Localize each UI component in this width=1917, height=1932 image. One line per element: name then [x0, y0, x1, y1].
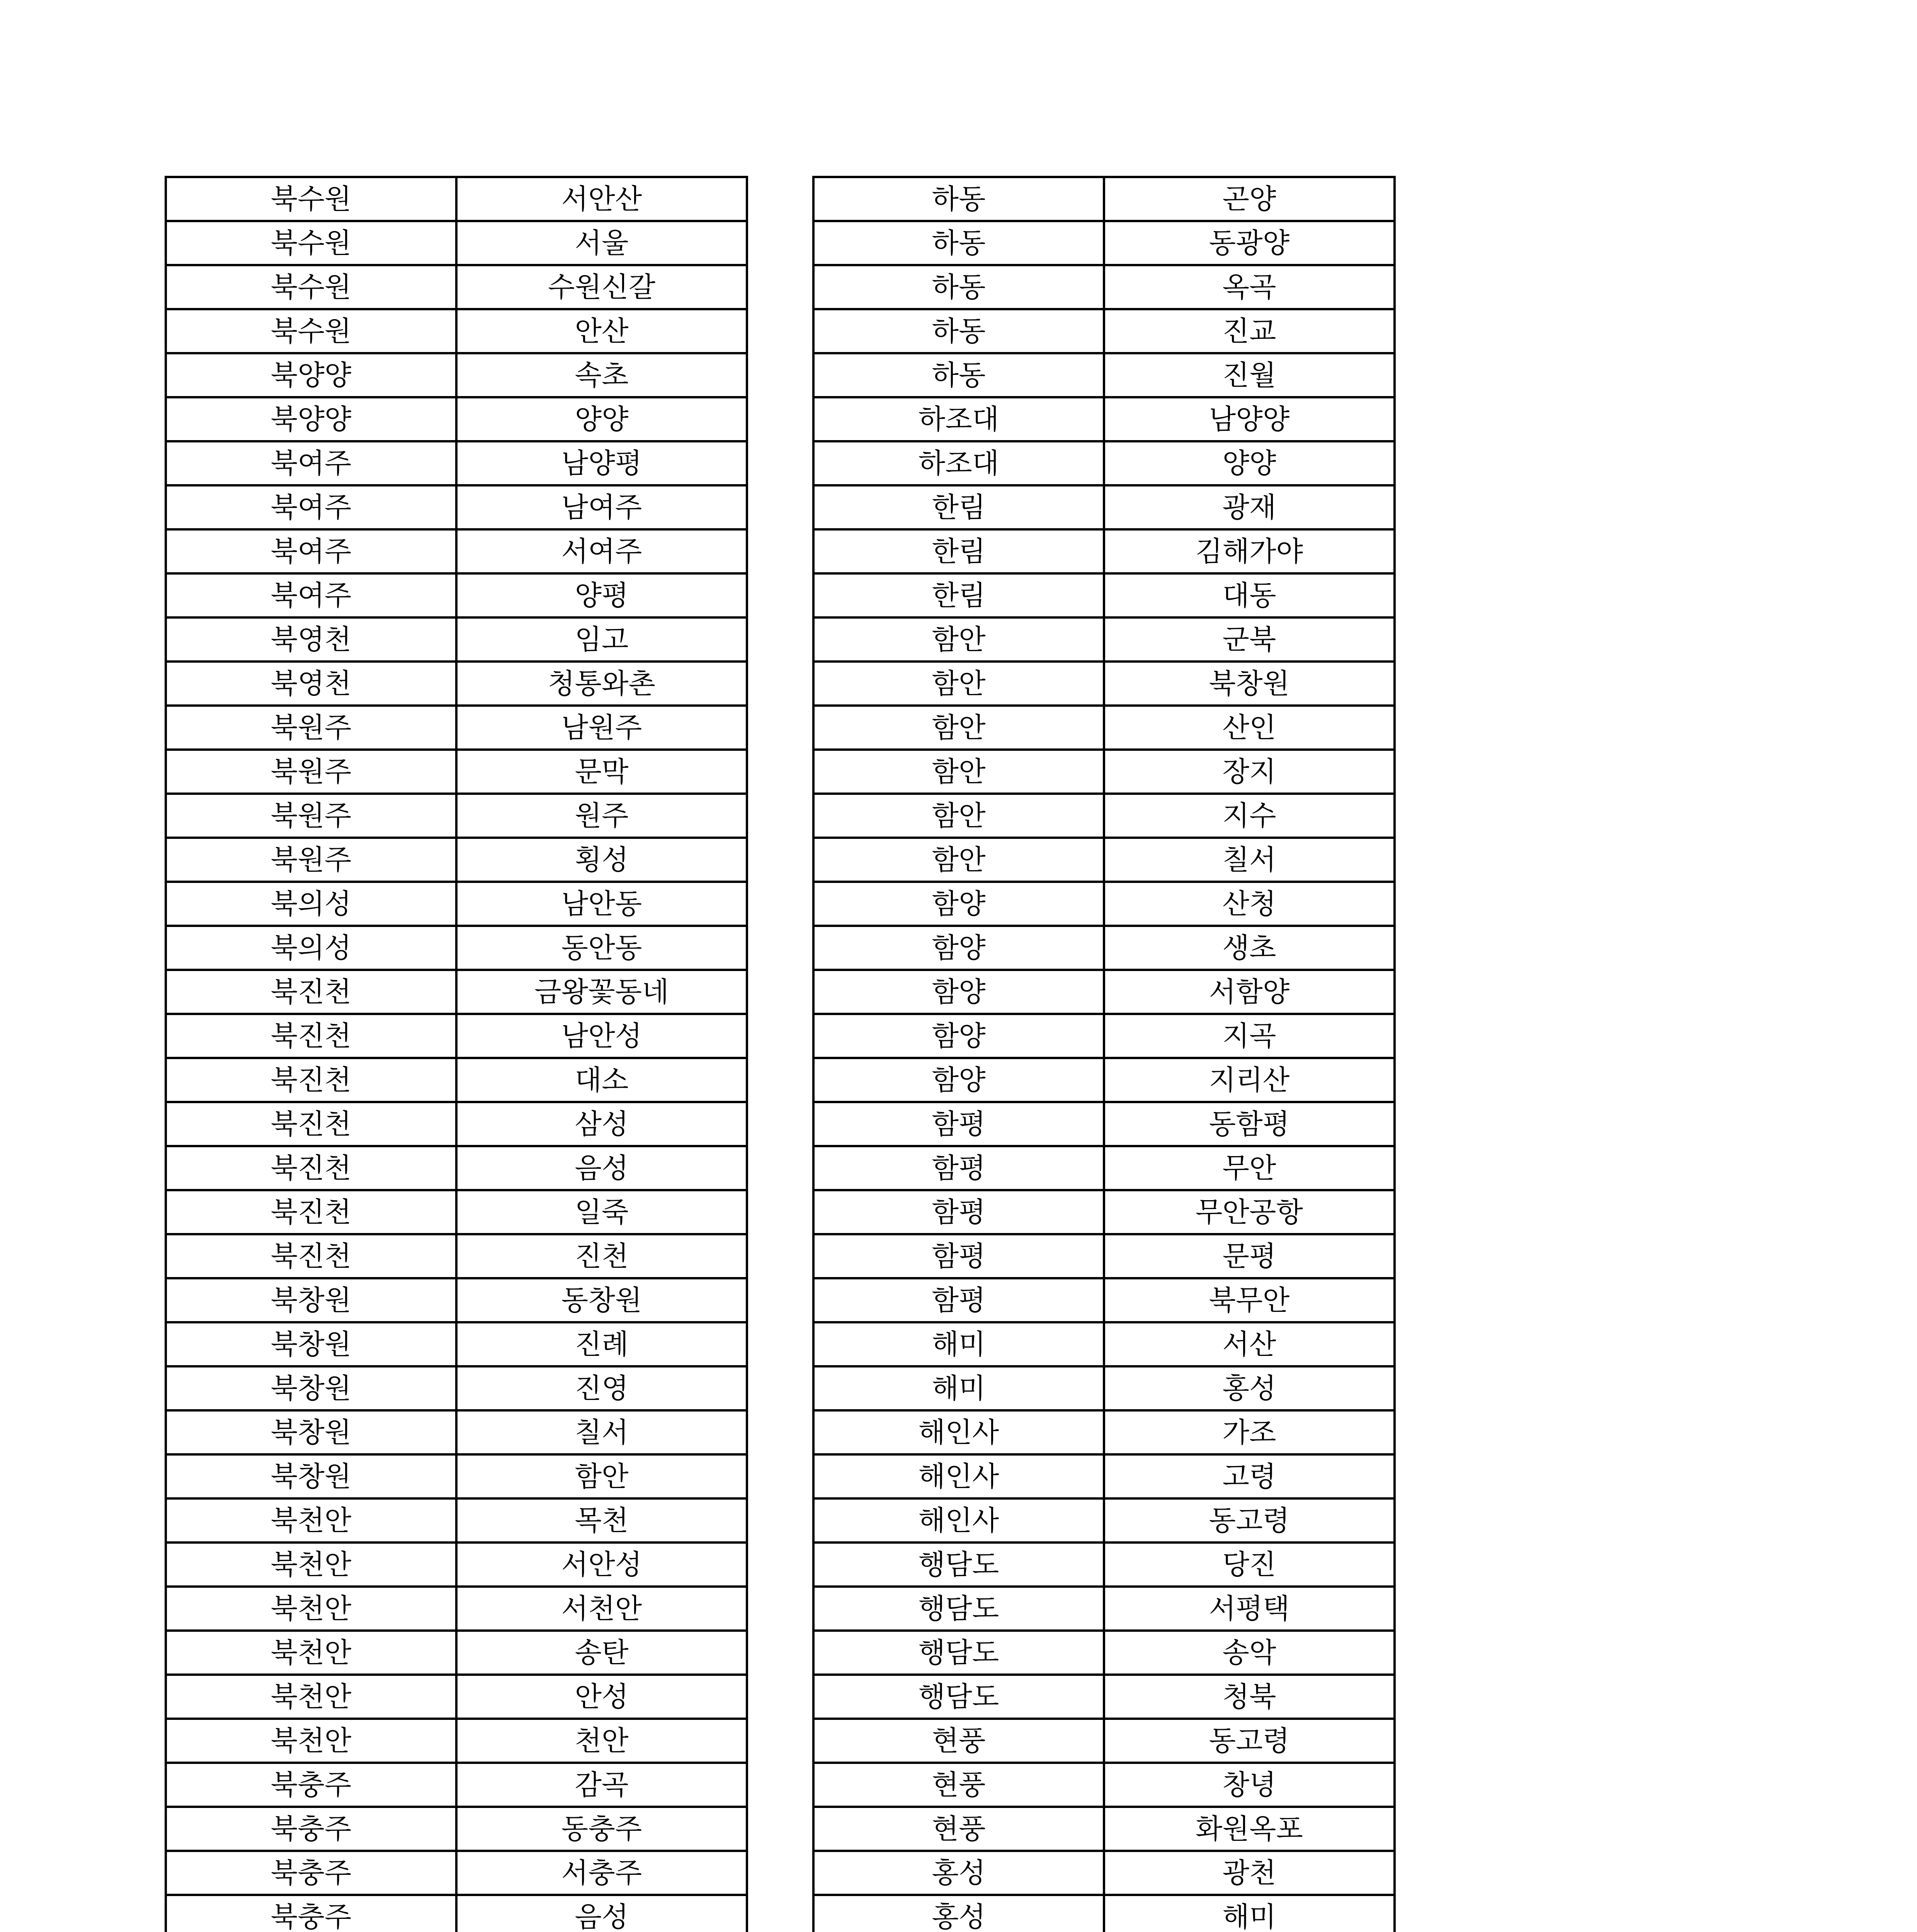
- table-row: [813, 309, 1395, 353]
- destination-cell: 산청: [1104, 882, 1395, 926]
- origin-cell: 북천안: [166, 1631, 456, 1675]
- origin-cell: 하동: [813, 353, 1104, 397]
- origin-cell: 행담도: [813, 1543, 1104, 1587]
- table-row: [166, 221, 747, 265]
- table-row: [813, 1851, 1395, 1895]
- origin-cell: 현풍: [813, 1763, 1104, 1807]
- origin-cell: 홍성: [813, 1851, 1104, 1895]
- origin-cell: 하동: [813, 309, 1104, 353]
- table-row: [166, 617, 747, 662]
- origin-cell: 북영천: [166, 617, 456, 662]
- destination-cell: 서산: [1104, 1322, 1395, 1366]
- table-row: [166, 1146, 747, 1190]
- destination-cell: 진교: [1104, 309, 1395, 353]
- table-row: [813, 1058, 1395, 1102]
- origin-cell: 북여주: [166, 529, 456, 573]
- destination-cell: 지곡: [1104, 1014, 1395, 1058]
- table-row: [813, 1102, 1395, 1146]
- origin-cell: 북창원: [166, 1278, 456, 1322]
- table-row: [813, 1014, 1395, 1058]
- table-row: [166, 397, 747, 441]
- destination-cell: 양양: [1104, 441, 1395, 485]
- destination-cell: 수원신갈: [456, 265, 747, 309]
- origin-cell: 북천안: [166, 1543, 456, 1587]
- destination-cell: 안성: [456, 1675, 747, 1719]
- origin-cell: 하동: [813, 265, 1104, 309]
- table-row: [166, 1763, 747, 1807]
- table-row: [166, 926, 747, 970]
- destination-cell: 김해가야: [1104, 529, 1395, 573]
- destination-cell: 창녕: [1104, 1763, 1395, 1807]
- destination-cell: 칠서: [456, 1410, 747, 1454]
- table-row: [166, 706, 747, 750]
- destination-cell: 광천: [1104, 1851, 1395, 1895]
- origin-cell: 북수원: [166, 309, 456, 353]
- origin-cell: 함안: [813, 794, 1104, 838]
- origin-cell: 함평: [813, 1190, 1104, 1234]
- destination-cell: 무안: [1104, 1146, 1395, 1190]
- destination-cell: 횡성: [456, 838, 747, 882]
- origin-cell: 하조대: [813, 397, 1104, 441]
- destination-cell: 양평: [456, 573, 747, 617]
- destination-cell: 산인: [1104, 706, 1395, 750]
- destination-cell: 남안성: [456, 1014, 747, 1058]
- table-row: [813, 1190, 1395, 1234]
- table-row: [813, 970, 1395, 1014]
- table-row: [813, 1410, 1395, 1454]
- origin-cell: 북천안: [166, 1498, 456, 1543]
- origin-cell: 한림: [813, 573, 1104, 617]
- table-row: [813, 529, 1395, 573]
- destination-cell: 남여주: [456, 485, 747, 529]
- table-row: [813, 706, 1395, 750]
- table-row: [813, 1895, 1395, 1932]
- table-row: [166, 1278, 747, 1322]
- table-row: [166, 1587, 747, 1631]
- destination-cell: 서울: [456, 221, 747, 265]
- table-row: [813, 1234, 1395, 1278]
- origin-cell: 해인사: [813, 1410, 1104, 1454]
- table-row: [166, 1234, 747, 1278]
- origin-cell: 북원주: [166, 706, 456, 750]
- table-row: [166, 265, 747, 309]
- table-row: [813, 1498, 1395, 1543]
- origin-cell: 북여주: [166, 485, 456, 529]
- origin-cell: 북충주: [166, 1895, 456, 1932]
- destination-cell: 서평택: [1104, 1587, 1395, 1631]
- destination-cell: 금왕꽃동네: [456, 970, 747, 1014]
- origin-cell: 북충주: [166, 1763, 456, 1807]
- destination-cell: 삼성: [456, 1102, 747, 1146]
- destination-cell: 청북: [1104, 1675, 1395, 1719]
- origin-cell: 홍성: [813, 1895, 1104, 1932]
- origin-cell: 북양양: [166, 397, 456, 441]
- origin-cell: 현풍: [813, 1719, 1104, 1763]
- origin-cell: 현풍: [813, 1807, 1104, 1851]
- origin-cell: 행담도: [813, 1587, 1104, 1631]
- destination-cell: 생초: [1104, 926, 1395, 970]
- origin-cell: 함양: [813, 882, 1104, 926]
- table-row: [813, 1631, 1395, 1675]
- table-row: [813, 1366, 1395, 1410]
- destination-cell: 동창원: [456, 1278, 747, 1322]
- table-row: [166, 1895, 747, 1932]
- table-row: [166, 573, 747, 617]
- destination-cell: 서천안: [456, 1587, 747, 1631]
- origin-cell: 북원주: [166, 838, 456, 882]
- destination-cell: 서충주: [456, 1851, 747, 1895]
- destination-cell: 동충주: [456, 1807, 747, 1851]
- destination-cell: 무안공항: [1104, 1190, 1395, 1234]
- origin-cell: 함평: [813, 1278, 1104, 1322]
- table-row: [166, 1322, 747, 1366]
- origin-cell: 북수원: [166, 221, 456, 265]
- table-row: [166, 1102, 747, 1146]
- destination-cell: 동고령: [1104, 1719, 1395, 1763]
- table-row: [166, 177, 747, 221]
- origin-cell: 북천안: [166, 1719, 456, 1763]
- table-row: [166, 662, 747, 706]
- origin-cell: 북충주: [166, 1807, 456, 1851]
- destination-cell: 가조: [1104, 1410, 1395, 1454]
- table-row: [166, 750, 747, 794]
- destination-cell: 안산: [456, 309, 747, 353]
- destination-cell: 진영: [456, 1366, 747, 1410]
- destination-cell: 서안성: [456, 1543, 747, 1587]
- origin-cell: 함양: [813, 970, 1104, 1014]
- table-row: [813, 1454, 1395, 1498]
- destination-cell: 동안동: [456, 926, 747, 970]
- origin-cell: 해인사: [813, 1498, 1104, 1543]
- table-row: [813, 750, 1395, 794]
- origin-cell: 함안: [813, 706, 1104, 750]
- origin-cell: 하동: [813, 221, 1104, 265]
- destination-cell: 송탄: [456, 1631, 747, 1675]
- origin-cell: 하동: [813, 177, 1104, 221]
- table-row: [166, 485, 747, 529]
- destination-cell: 장지: [1104, 750, 1395, 794]
- origin-cell: 해미: [813, 1322, 1104, 1366]
- table-row: [166, 1543, 747, 1587]
- origin-cell: 북진천: [166, 1014, 456, 1058]
- origin-cell: 북원주: [166, 750, 456, 794]
- table-row: [813, 1719, 1395, 1763]
- origin-cell: 함평: [813, 1102, 1104, 1146]
- origin-cell: 함안: [813, 662, 1104, 706]
- origin-cell: 함평: [813, 1234, 1104, 1278]
- table-row: [166, 309, 747, 353]
- origin-cell: 북의성: [166, 882, 456, 926]
- destination-cell: 진례: [456, 1322, 747, 1366]
- table-row: [166, 1454, 747, 1498]
- table-row: [813, 882, 1395, 926]
- left-table-body: [166, 177, 747, 1932]
- table-row: [813, 662, 1395, 706]
- origin-cell: 행담도: [813, 1631, 1104, 1675]
- origin-cell: 북진천: [166, 1190, 456, 1234]
- table-row: [166, 1631, 747, 1675]
- destination-cell: 청통와촌: [456, 662, 747, 706]
- origin-cell: 북창원: [166, 1322, 456, 1366]
- origin-cell: 북천안: [166, 1587, 456, 1631]
- table-row: [166, 1058, 747, 1102]
- origin-cell: 함양: [813, 1058, 1104, 1102]
- origin-cell: 북진천: [166, 1102, 456, 1146]
- table-row: [813, 1146, 1395, 1190]
- destination-cell: 남양양: [1104, 397, 1395, 441]
- destination-cell: 진월: [1104, 353, 1395, 397]
- origin-cell: 북수원: [166, 265, 456, 309]
- destination-cell: 지수: [1104, 794, 1395, 838]
- table-row: [166, 1719, 747, 1763]
- destination-cell: 지리산: [1104, 1058, 1395, 1102]
- table-row: [166, 882, 747, 926]
- origin-cell: 북창원: [166, 1366, 456, 1410]
- table-row: [813, 617, 1395, 662]
- table-row: [166, 353, 747, 397]
- origin-cell: 북진천: [166, 1234, 456, 1278]
- destination-cell: 서안산: [456, 177, 747, 221]
- table-row: [813, 221, 1395, 265]
- destination-cell: 군북: [1104, 617, 1395, 662]
- origin-cell: 함안: [813, 750, 1104, 794]
- table-row: [813, 177, 1395, 221]
- origin-cell: 함양: [813, 926, 1104, 970]
- right-table-body: [813, 177, 1395, 1932]
- table-row: [813, 397, 1395, 441]
- table-row: [166, 1675, 747, 1719]
- origin-cell: 북진천: [166, 1146, 456, 1190]
- destination-cell: 화원옥포: [1104, 1807, 1395, 1851]
- destination-cell: 원주: [456, 794, 747, 838]
- table-row: [166, 1807, 747, 1851]
- table-row: [166, 1190, 747, 1234]
- destination-cell: 일죽: [456, 1190, 747, 1234]
- table-row: [813, 1543, 1395, 1587]
- destination-cell: 북무안: [1104, 1278, 1395, 1322]
- destination-cell: 남양평: [456, 441, 747, 485]
- table-row: [813, 794, 1395, 838]
- origin-cell: 북천안: [166, 1675, 456, 1719]
- destination-cell: 북창원: [1104, 662, 1395, 706]
- destination-cell: 고령: [1104, 1454, 1395, 1498]
- table-row: [813, 926, 1395, 970]
- destination-cell: 칠서: [1104, 838, 1395, 882]
- destination-cell: 감곡: [456, 1763, 747, 1807]
- destination-cell: 음성: [456, 1146, 747, 1190]
- table-row: [166, 794, 747, 838]
- origin-cell: 해인사: [813, 1454, 1104, 1498]
- left-table: [165, 176, 748, 1932]
- origin-cell: 북영천: [166, 662, 456, 706]
- origin-cell: 함평: [813, 1146, 1104, 1190]
- table-row: [166, 1014, 747, 1058]
- table-row: [813, 1675, 1395, 1719]
- origin-cell: 한림: [813, 529, 1104, 573]
- table-row: [166, 441, 747, 485]
- destination-cell: 대소: [456, 1058, 747, 1102]
- origin-cell: 함안: [813, 617, 1104, 662]
- origin-cell: 북창원: [166, 1410, 456, 1454]
- destination-cell: 남안동: [456, 882, 747, 926]
- destination-cell: 임고: [456, 617, 747, 662]
- origin-cell: 북충주: [166, 1851, 456, 1895]
- destination-cell: 동함평: [1104, 1102, 1395, 1146]
- origin-cell: 북의성: [166, 926, 456, 970]
- destination-cell: 당진: [1104, 1543, 1395, 1587]
- origin-cell: 북창원: [166, 1454, 456, 1498]
- table-row: [813, 1587, 1395, 1631]
- origin-cell: 하조대: [813, 441, 1104, 485]
- origin-cell: 북여주: [166, 573, 456, 617]
- table-row: [166, 838, 747, 882]
- destination-cell: 서함양: [1104, 970, 1395, 1014]
- origin-cell: 북수원: [166, 177, 456, 221]
- origin-cell: 북진천: [166, 1058, 456, 1102]
- table-row: [166, 529, 747, 573]
- destination-cell: 진천: [456, 1234, 747, 1278]
- table-row: [813, 353, 1395, 397]
- table-row: [813, 1322, 1395, 1366]
- origin-cell: 행담도: [813, 1675, 1104, 1719]
- right-table: [812, 176, 1396, 1932]
- destination-cell: 속초: [456, 353, 747, 397]
- destination-cell: 동광양: [1104, 221, 1395, 265]
- destination-cell: 문평: [1104, 1234, 1395, 1278]
- destination-cell: 옥곡: [1104, 265, 1395, 309]
- table-row: [813, 485, 1395, 529]
- table-row: [813, 573, 1395, 617]
- origin-cell: 함양: [813, 1014, 1104, 1058]
- table-row: [166, 1410, 747, 1454]
- table-row: [813, 1763, 1395, 1807]
- table-row: [813, 265, 1395, 309]
- destination-cell: 해미: [1104, 1895, 1395, 1932]
- destination-cell: 동고령: [1104, 1498, 1395, 1543]
- table-row: [166, 1366, 747, 1410]
- table-row: [166, 1498, 747, 1543]
- origin-cell: 함안: [813, 838, 1104, 882]
- destination-cell: 함안: [456, 1454, 747, 1498]
- origin-cell: 북양양: [166, 353, 456, 397]
- origin-cell: 해미: [813, 1366, 1104, 1410]
- origin-cell: 북여주: [166, 441, 456, 485]
- origin-cell: 북진천: [166, 970, 456, 1014]
- table-row: [813, 838, 1395, 882]
- destination-cell: 양양: [456, 397, 747, 441]
- table-row: [166, 1851, 747, 1895]
- table-row: [813, 441, 1395, 485]
- destination-cell: 서여주: [456, 529, 747, 573]
- origin-cell: 한림: [813, 485, 1104, 529]
- destination-cell: 송악: [1104, 1631, 1395, 1675]
- table-row: [813, 1807, 1395, 1851]
- destination-cell: 곤양: [1104, 177, 1395, 221]
- destination-cell: 문막: [456, 750, 747, 794]
- destination-cell: 목천: [456, 1498, 747, 1543]
- destination-cell: 남원주: [456, 706, 747, 750]
- destination-cell: 홍성: [1104, 1366, 1395, 1410]
- table-row: [813, 1278, 1395, 1322]
- destination-cell: 대동: [1104, 573, 1395, 617]
- destination-cell: 광재: [1104, 485, 1395, 529]
- destination-cell: 천안: [456, 1719, 747, 1763]
- table-row: [166, 970, 747, 1014]
- origin-cell: 북원주: [166, 794, 456, 838]
- destination-cell: 음성: [456, 1895, 747, 1932]
